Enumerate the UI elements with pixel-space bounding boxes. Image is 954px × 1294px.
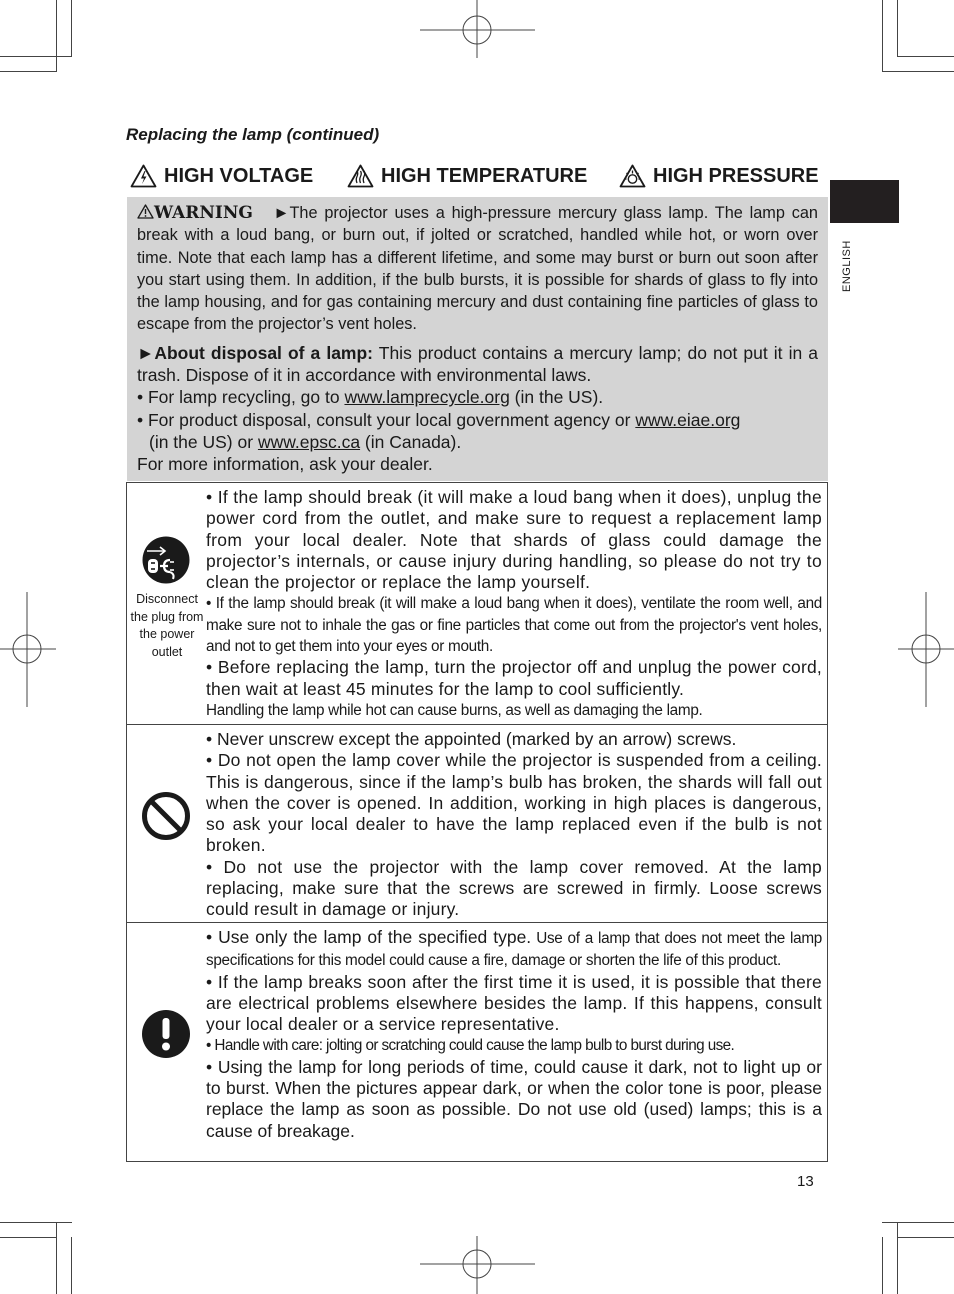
row-icon-cell bbox=[127, 923, 205, 1161]
warning-label: WARNING bbox=[154, 203, 253, 223]
warning-paragraph bbox=[137, 202, 818, 336]
registration-mark-left bbox=[0, 592, 56, 707]
language-tab-label: ENGLISH bbox=[841, 240, 853, 292]
row-text-cell bbox=[206, 729, 822, 921]
precaution-lead: • Use only the lamp of the specified type. bbox=[206, 927, 532, 947]
more-info: For more information, ask your dealer. bbox=[137, 454, 433, 475]
hazard-labels bbox=[128, 162, 828, 190]
recycle-prefix: • For lamp recycling, go to bbox=[137, 387, 345, 408]
product-prefix: • For product disposal, consult your local government agency or bbox=[137, 409, 636, 430]
hazard-high-temperature bbox=[347, 162, 587, 190]
precaution-text: • Before replacing the lamp, turn the projector off and unplug the power cord, then wait at least 45 minutes for the lamp to cool sufficiently. bbox=[206, 657, 822, 699]
precautions-table bbox=[126, 482, 828, 1162]
lamprecycle-link[interactable]: www.lamprecycle.org bbox=[344, 387, 510, 408]
precaution-text: • Handle with care: jolting or scratching could cause the lamp bulb to burst during use. bbox=[206, 1037, 735, 1055]
page-number: 13 bbox=[797, 1173, 814, 1190]
precaution-text: • If the lamp should break (it will make a loud bang when it does), ventilate the room well, and make sure not to inhale the gas or fine particles that come out from the projector's vent holes, and not to get them into your eyes or mouth. bbox=[206, 595, 822, 656]
high-pressure-icon bbox=[619, 164, 646, 188]
row-text-cell bbox=[206, 927, 822, 1142]
high-temperature-icon bbox=[347, 164, 374, 188]
disposal-heading: ►About disposal of a lamp: bbox=[137, 342, 374, 363]
prohibition-icon bbox=[141, 791, 191, 841]
hazard-high-pressure bbox=[619, 162, 819, 190]
row-icon-cell bbox=[127, 725, 205, 922]
language-tab-marker bbox=[830, 180, 899, 223]
precaution-row-unplug bbox=[127, 483, 827, 724]
precaution-text: Handling the lamp while hot can cause burns, as well as damaging the lamp. bbox=[206, 701, 703, 719]
precaution-detail: Use of a lamp that does not meet the lamp specifications for this model could cause a fire, damage or shorten the life of this product. bbox=[206, 930, 822, 970]
registration-mark-bottom bbox=[420, 1234, 535, 1294]
hazard-high-voltage bbox=[130, 162, 313, 190]
disposal-section bbox=[137, 342, 818, 476]
registration-mark-top bbox=[420, 0, 535, 60]
precaution-text: • If the lamp should break (it will make a loud bang when it does), unplug the power cord from the outlet, and make sure to request a replacement lamp from your local dealer. Note that shards of glass could damage the projector’s internals, or cause injury during handling, so please do not try to clean the projector or replace the lamp yourself. bbox=[206, 487, 822, 593]
registration-mark-right bbox=[898, 592, 954, 707]
precaution-text: • Do not use the projector with the lamp cover removed. At the lamp replacing, make sure that the screws are screwed in firmly. Loose screws could result in damage or injury. bbox=[206, 856, 822, 920]
warning-triangle-icon bbox=[137, 204, 154, 219]
hazard-label: HIGH PRESSURE bbox=[653, 165, 819, 187]
language-tab bbox=[827, 230, 857, 292]
eiae-link[interactable]: www.eiae.org bbox=[635, 409, 741, 430]
hazard-label: HIGH VOLTAGE bbox=[164, 165, 314, 187]
high-voltage-icon bbox=[130, 164, 157, 188]
disconnect-plug-icon bbox=[142, 536, 190, 584]
recycle-suffix: (in the US). bbox=[509, 387, 604, 408]
product-suffix: (in Canada). bbox=[360, 431, 462, 452]
hazard-label: HIGH TEMPERATURE bbox=[381, 165, 588, 187]
precaution-row-prohibit bbox=[127, 724, 827, 922]
product-mid: (in the US) or bbox=[149, 431, 258, 452]
warning-box bbox=[127, 197, 828, 481]
precaution-text: • If the lamp breaks soon after the first time it is used, it is possible that there are electrical problems elsewhere besides the lamp. If this happens, consult your local dealer or a service representative. bbox=[206, 971, 822, 1035]
precaution-text: • Using the lamp for long periods of time, could cause it dark, not to light up or to burst. When the pictures appear dark, or when the color tone is poor, please replace the lamp as soon as possible. Do not use old (used) lamps; this is a cause of breakage. bbox=[206, 1056, 822, 1141]
disconnect-plug-caption: Disconnect the plug from the power outlet bbox=[130, 592, 204, 659]
row-text-cell bbox=[206, 487, 822, 721]
precaution-text bbox=[206, 927, 822, 972]
row-icon-cell bbox=[127, 483, 205, 724]
section-title: Replacing the lamp (continued) bbox=[126, 125, 380, 144]
epsc-link[interactable]: www.epsc.ca bbox=[257, 431, 361, 452]
precaution-row-mandatory bbox=[127, 922, 827, 1161]
disposal-text: This product contains a mercury lamp; do not put it in a trash. Dispose of it in accordance with environmental laws. bbox=[137, 342, 818, 386]
precaution-text: • Never unscrew except the appointed (marked by an arrow) screws. bbox=[206, 729, 737, 749]
precaution-text: • Do not open the lamp cover while the projector is suspended from a ceiling. This is dangerous, since if the lamp’s bulb has broken, the shards will fall out when the cover is opened. In addition, working in high places is dangerous, so ask your local dealer to have the lamp replaced even if the bulb is not broken. bbox=[206, 750, 822, 856]
exclamation-icon bbox=[141, 1009, 191, 1059]
warning-body: ►The projector uses a high-pressure mercury glass lamp. The lamp can break with a loud bang, or burn out, if jolted or scratched, handled while hot, or worn over time. Note that each lamp has a different lifetime, and some may burst or burn out soon after you start using them. In addition, if the bulb bursts, it is possible for shards of glass to fly into the lamp housing, and for gas containing mercury and dust containing fine particles of glass to escape from the projector’s vent holes. bbox=[137, 204, 818, 334]
